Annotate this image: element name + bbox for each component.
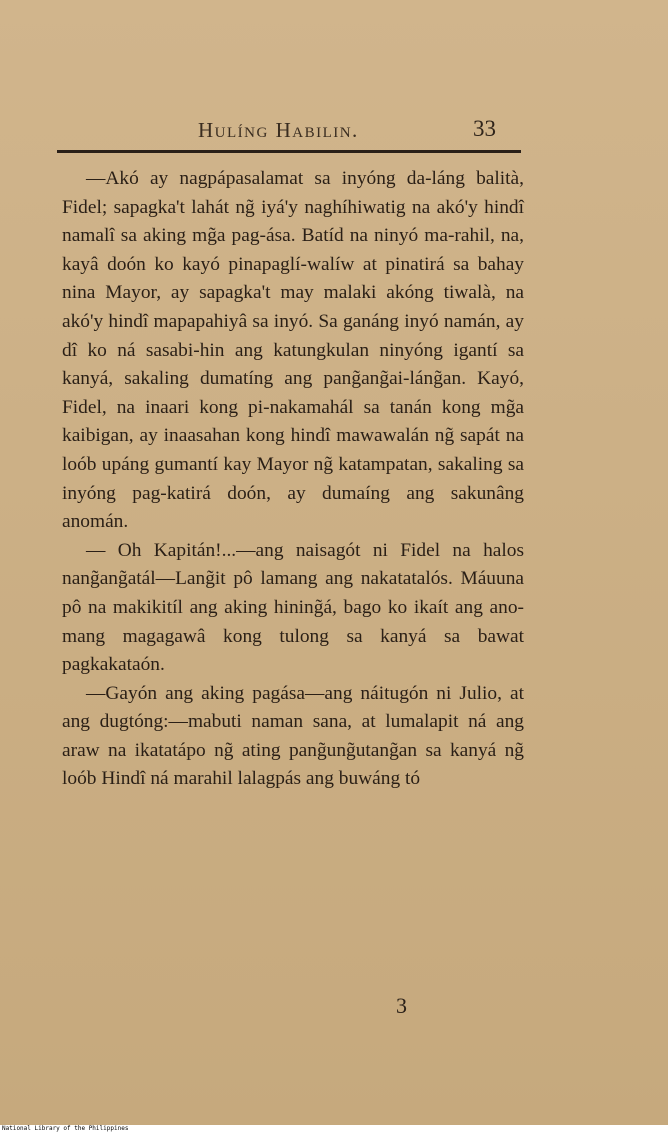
paragraph: —Gayón ang aking pagása—ang náitugón ni Julio, at ang dugtóng:—mabuti naman sana, at lumalapit ná ang araw na ikatatápo ng̃ ating pang̃ung̃utang̃an sa kanyá ng̃ loób Hindî ná marahil lalagpás ang buwáng tó — [62, 682, 524, 790]
body-text — [62, 165, 524, 794]
page-number: 33 — [473, 116, 496, 141]
signature-mark: 3 — [396, 993, 407, 1018]
footer-credit-text: National Library of the Philippines — [2, 1125, 129, 1132]
paragraph: — Oh Kapitán!...—ang naisagót ni Fidel na halos nang̃ang̃atál—Lang̃it pô lamang ang nakatatalós. Máuuna pô na makikitíl ang aking hining̃á, bago ko ikaít ang ano-mang magagawâ kong tulong sa kanyá sa bawat pagkakataón. — [62, 539, 524, 676]
paragraph: —Akó ay nagpápasalamat sa inyóng da-láng balità, Fidel; sapagka't lahát ng̃ iyá'y naghíhiwatig na akó'y hindî namalî sa aking mg̃a pag-ása. Batíd na ninyó ma-rahil, na, kayâ doón ko kayó pinapaglí-walíw at pinatirá sa bahay nina Mayor, ay sapagka't may malaki akóng tiwalà, na akó'y hindî mapapahiyâ sa inyó. Sa ganáng inyó namán, ay dî ko ná sasabi-hin ang katungkulan ninyóng igantí sa kanyá, sakaling dumatíng ang pang̃ang̃ai-láng̃an. Kayó, Fidel, na inaari kong pi-nakamahál sa tanán kong mg̃a kaibigan, ay inaasahan kong hindî mawawalán ng̃ sapát na loób upáng gumantí kay Mayor ng̃ katampatan, sakaling sa inyóng pag-katirá doón, ay dumaíng ang sakunâng anomán. — [62, 168, 524, 533]
footer-credit — [0, 1125, 668, 1133]
header-rule — [57, 150, 521, 153]
running-title: Hulíng Habilin. — [198, 118, 359, 142]
running-header — [150, 116, 520, 148]
